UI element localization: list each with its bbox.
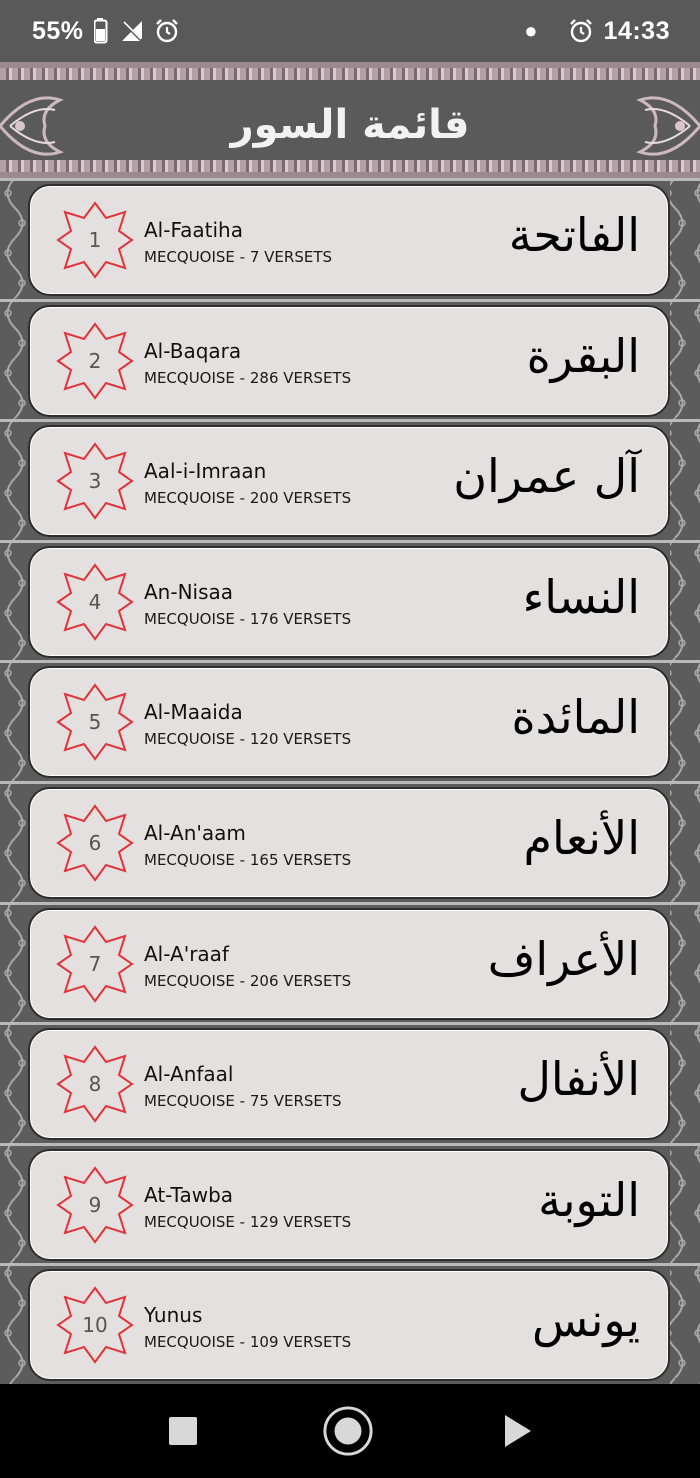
surah-card[interactable] — [28, 546, 670, 658]
surah-arabic-name: النساء — [522, 569, 640, 624]
surah-subtitle: MECQUOISE - 120 VERSETS — [144, 730, 352, 749]
surah-row-2[interactable] — [0, 299, 700, 420]
surah-number-badge — [56, 201, 134, 279]
surah-arabic-name: الفاتحة — [508, 208, 640, 262]
header-ornament-top — [0, 68, 700, 80]
surah-subtitle: MECQUOISE - 165 VERSETS — [144, 851, 352, 869]
surah-subtitle: MECQUOISE - 206 VERSETS — [144, 971, 352, 990]
alarm-icon — [568, 18, 594, 44]
back-triangle-icon[interactable] — [492, 1405, 544, 1457]
surah-arabic-name: آل عمران — [453, 449, 640, 504]
surah-card[interactable] — [28, 666, 670, 778]
surah-row-3[interactable] — [0, 419, 700, 540]
header-ornament-bottom — [0, 160, 700, 172]
navigation-bar — [0, 1384, 700, 1478]
surah-arabic-name: الأنعام — [523, 811, 640, 865]
surah-card[interactable] — [28, 1149, 670, 1261]
status-right — [524, 17, 670, 46]
surah-arabic-name: البقرة — [526, 328, 640, 383]
surah-subtitle: MECQUOISE - 129 VERSETS — [144, 1212, 352, 1231]
status-bar — [0, 0, 700, 62]
surah-number: 7 — [88, 951, 102, 976]
notification-dot-icon: ● — [524, 18, 538, 43]
surah-number-badge — [56, 925, 134, 1003]
surah-arabic-name: التوبة — [538, 1172, 640, 1227]
surah-number-badge — [56, 442, 134, 520]
surah-subtitle: MECQUOISE - 200 VERSETS — [144, 489, 352, 508]
surah-number: 6 — [88, 831, 102, 855]
surah-name: Yunus — [144, 1303, 203, 1328]
surah-row-10[interactable] — [0, 1263, 700, 1384]
surah-number-badge — [56, 322, 134, 400]
status-left — [32, 17, 180, 46]
recents-square-icon[interactable] — [157, 1405, 209, 1457]
surah-row-7[interactable] — [0, 902, 700, 1023]
home-circle-icon[interactable] — [322, 1405, 374, 1457]
surah-number-badge — [56, 1286, 134, 1364]
surah-name: Al-A'raaf — [144, 941, 229, 966]
page-title: قائمة السور — [230, 102, 470, 148]
surah-number: 8 — [88, 1072, 102, 1097]
surah-subtitle: MECQUOISE - 286 VERSETS — [144, 368, 352, 387]
surah-arabic-name: الأنفال — [517, 1052, 640, 1107]
surah-subtitle: MECQUOISE - 176 VERSETS — [144, 609, 352, 628]
surah-card[interactable] — [28, 1028, 670, 1140]
battery-percent: 55% — [32, 16, 84, 45]
surah-name: Al-Maaida — [144, 700, 243, 725]
surah-name: At-Tawba — [144, 1182, 234, 1207]
surah-name: Al-Baqara — [144, 338, 242, 363]
surah-number-badge — [56, 804, 134, 882]
surah-number-badge — [56, 1045, 134, 1123]
surah-name: Al-Faatiha — [144, 218, 243, 242]
surah-number: 2 — [88, 348, 102, 373]
surah-number-badge — [56, 563, 134, 641]
surah-number: 3 — [88, 469, 102, 494]
surah-arabic-name: المائدة — [511, 690, 640, 745]
surah-subtitle: MECQUOISE - 75 VERSETS — [144, 1092, 342, 1111]
surah-card[interactable] — [28, 184, 670, 296]
surah-arabic-name: يونس — [531, 1293, 640, 1348]
surah-number-badge — [56, 683, 134, 761]
surah-row-9[interactable] — [0, 1143, 700, 1264]
app-header — [0, 62, 700, 178]
surah-row-4[interactable] — [0, 540, 700, 661]
surah-name: Aal-i-Imraan — [144, 459, 267, 484]
surah-name: Al-Anfaal — [144, 1062, 234, 1087]
surah-name: An-Nisaa — [144, 579, 234, 604]
surah-row-8[interactable] — [0, 1022, 700, 1143]
surah-card[interactable] — [28, 908, 670, 1020]
surah-row-5[interactable] — [0, 660, 700, 781]
surah-card[interactable] — [28, 305, 670, 417]
battery-icon — [94, 18, 110, 44]
surah-number-badge — [56, 1166, 134, 1244]
surah-subtitle: MECQUOISE - 7 VERSETS — [144, 248, 333, 266]
alarm-icon — [154, 18, 180, 44]
surah-number: 1 — [88, 228, 102, 252]
surah-name: Al-An'aam — [144, 821, 246, 845]
surah-card[interactable] — [28, 1269, 670, 1381]
surah-subtitle: MECQUOISE - 109 VERSETS — [144, 1333, 352, 1352]
surah-number: 5 — [88, 710, 102, 735]
surah-card[interactable] — [28, 787, 670, 899]
surah-list[interactable] — [0, 178, 700, 1384]
surah-card[interactable] — [28, 425, 670, 537]
surah-row-6[interactable] — [0, 781, 700, 902]
surah-number: 10 — [82, 1313, 108, 1338]
surah-row-1[interactable] — [0, 178, 700, 299]
surah-number: 4 — [88, 589, 102, 614]
clock: 14:33 — [603, 16, 670, 45]
surah-number: 9 — [88, 1192, 102, 1217]
surah-arabic-name: الأعراف — [487, 931, 640, 986]
no-signal-icon — [120, 19, 144, 43]
